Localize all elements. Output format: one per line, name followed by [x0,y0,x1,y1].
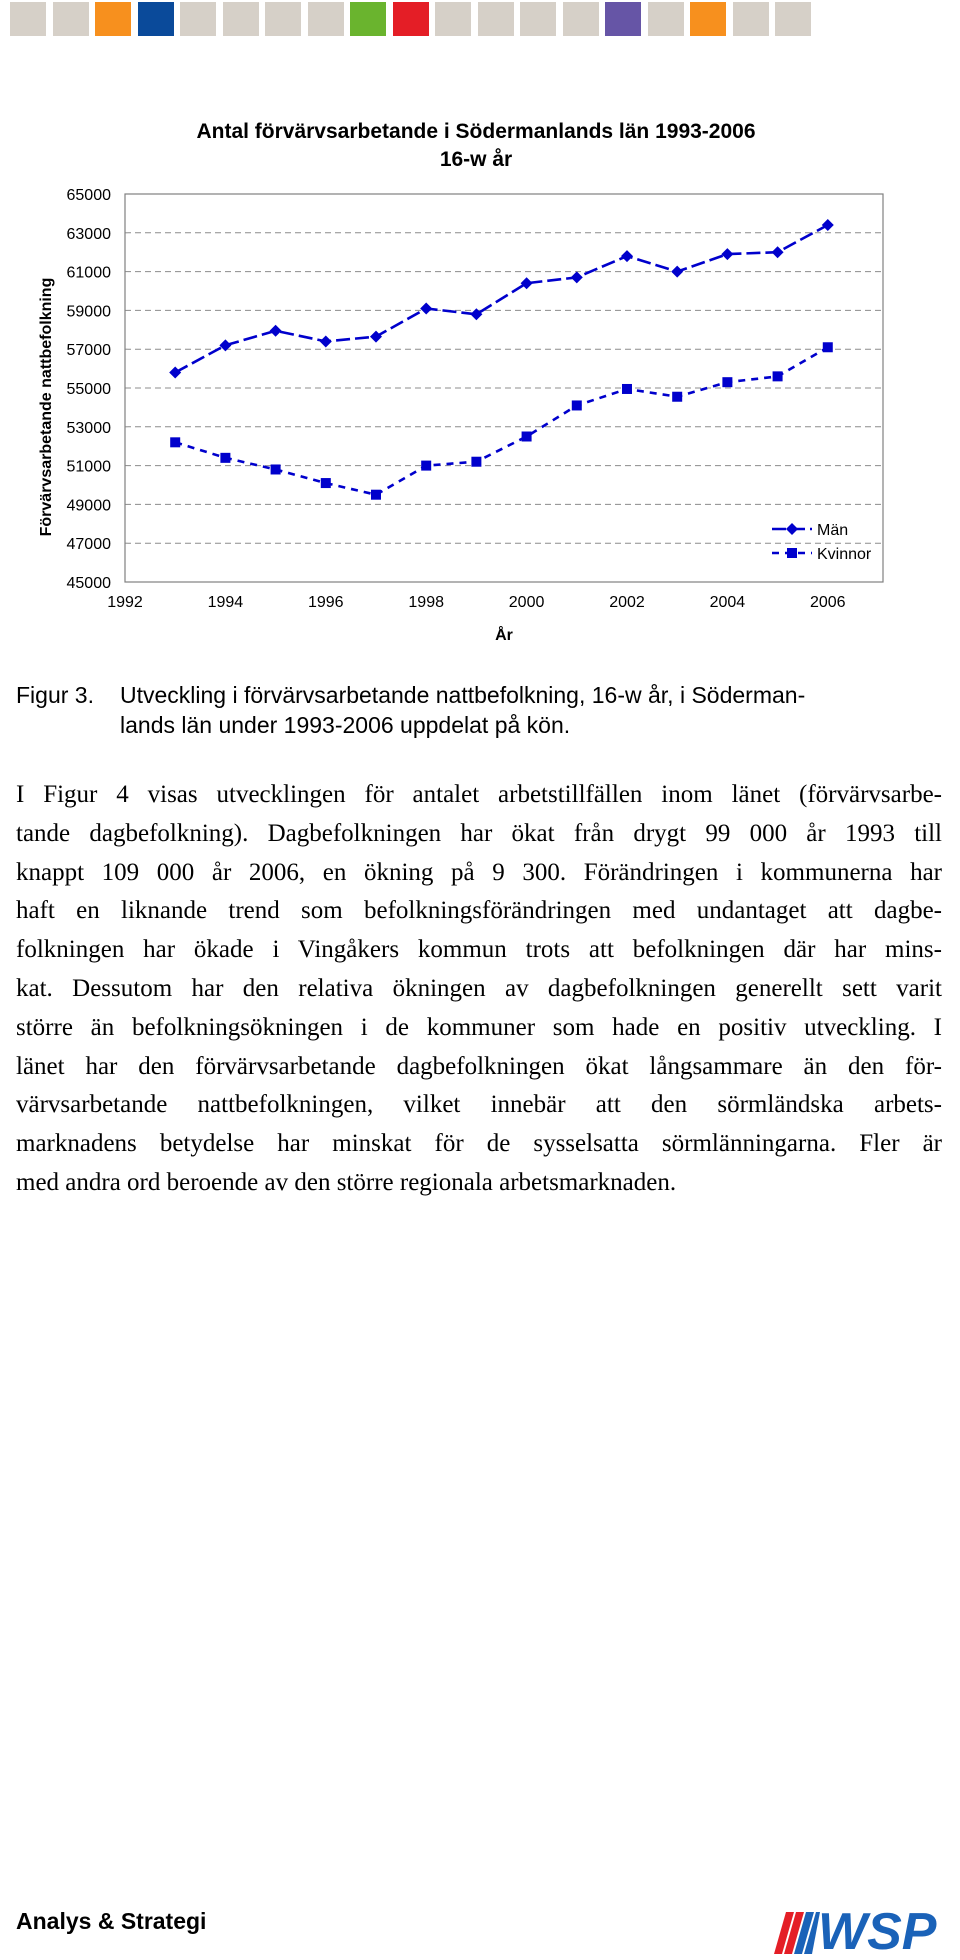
series-line [175,225,828,373]
color-swatch [648,2,684,36]
series-män [169,219,834,378]
color-swatch [180,2,216,36]
y-tick-label: 61000 [66,264,111,282]
data-point [170,437,180,447]
x-tick-label: 2002 [609,594,645,611]
text-line: folkningen har ökade i Vingåkers kommun trots att befolkningen där har mins- [16,936,942,964]
legend-marker [787,548,797,558]
data-point [522,432,532,442]
data-point [572,400,582,410]
x-tick-label: 2000 [508,594,545,611]
caption-line-2: lands län under 1993-2006 uppdelat på kön. [120,712,571,738]
y-tick-label: 63000 [66,225,111,243]
body-paragraph [16,776,942,1203]
y-tick-label: 53000 [66,419,111,437]
y-tick-label: 59000 [66,303,111,321]
data-point [721,248,733,260]
legend-label: Kvinnor [817,546,872,563]
logo-stripes-icon [774,1912,820,1954]
y-tick-label: 55000 [66,381,111,398]
text-line: värvsarbetande nattbefolkningen, vilket innebär att den sörmländska arbets- [16,1091,942,1119]
data-point [772,246,784,258]
y-tick-label: 45000 [66,575,111,592]
y-tick-label: 49000 [66,497,111,515]
data-point [421,461,431,471]
y-tick-label: 65000 [66,187,111,204]
color-swatch [308,2,344,36]
color-swatch [435,2,471,36]
figure-caption [16,680,946,740]
data-point [671,266,683,278]
data-point [370,331,382,343]
data-point [321,478,331,488]
data-point [220,453,230,463]
x-tick-label: 1994 [207,594,244,611]
color-swatch [563,2,599,36]
data-point [320,335,332,347]
data-point [420,302,432,314]
data-point [823,342,833,352]
series-kvinnor [170,342,833,499]
data-point [773,371,783,381]
data-point [169,366,181,378]
data-point [672,392,682,402]
color-swatch [775,2,811,36]
color-swatch [265,2,301,36]
data-point [622,384,632,394]
x-tick-label: 2004 [709,594,746,611]
y-tick-label: 47000 [66,536,111,554]
legend-label: Män [817,522,849,539]
color-swatch [10,2,46,36]
chart-title: Antal förvärvsarbetande i Södermanlands län 1993-2006 [196,120,756,143]
y-tick-label: 57000 [66,342,111,360]
legend-marker [786,523,798,535]
data-point [521,277,533,289]
data-point [271,464,281,474]
chart-subtitle: 16-w år [439,148,513,171]
text-line: marknadens betydelse har minskat för de sysselsatta sörmlänningarna. Fler är [16,1130,942,1158]
color-swatch [223,2,259,36]
color-swatch [520,2,556,36]
data-point [270,325,282,337]
color-swatch [138,2,174,36]
footer-analys-strategi: Analys & Strategi [16,1908,207,1934]
logo-text: WSP [818,1903,937,1956]
color-swatch [733,2,769,36]
color-swatch [350,2,386,36]
legend [772,522,872,563]
text-line: länet har den förvärvsarbetande dagbefolkningen ökat långsammare än den för- [16,1052,942,1080]
text-line: knappt 109 000 år 2006, en ökning på 9 300. Förändringen i kommunerna har [16,858,942,886]
y-axis-label: Förvärvsarbetande nattbefolkning [38,277,55,537]
x-tick-label: 1998 [408,594,444,611]
data-point [621,250,633,262]
color-swatch [690,2,726,36]
data-point [471,457,481,467]
data-point [822,219,834,231]
caption-line-1: Utveckling i förvärvsarbetande nattbefolkning, 16-w år, i Söderman- [120,682,806,708]
y-tick-label: 51000 [66,458,111,476]
text-line: med andra ord beroende av den större regionala arbetsmarknaden. [16,1168,677,1196]
color-swatch [95,2,131,36]
text-line: tande dagbefolkning). Dagbefolkningen har ökat från drygt 99 000 år 1993 till [16,819,942,847]
line-chart [0,110,960,670]
color-swatch [605,2,641,36]
text-line: större än befolkningsökningen i de kommuner som hade en positiv utveckling. I [16,1013,942,1041]
color-swatch [53,2,89,36]
header-color-bar [0,0,960,38]
text-line: I Figur 4 visas utvecklingen för antalet arbetstillfällen inom länet (förvärvsarbe- [16,781,942,808]
x-axis-label: År [495,627,513,644]
text-line: haft en liknande trend som befolkningsförändringen med undantaget att dagbe- [16,897,942,925]
color-swatch [478,2,514,36]
x-tick-label: 1992 [107,594,143,611]
data-point [371,490,381,500]
data-point [722,377,732,387]
text-line: kat. Dessutom har den relativa ökningen av dagbefolkningen generellt sett varit [16,974,942,1002]
color-swatch [393,2,429,36]
x-tick-label: 2006 [809,594,846,611]
figure-label: Figur 3. [16,682,94,708]
wsp-logo [770,1898,956,1956]
x-tick-label: 1996 [307,594,344,611]
data-point [571,271,583,283]
